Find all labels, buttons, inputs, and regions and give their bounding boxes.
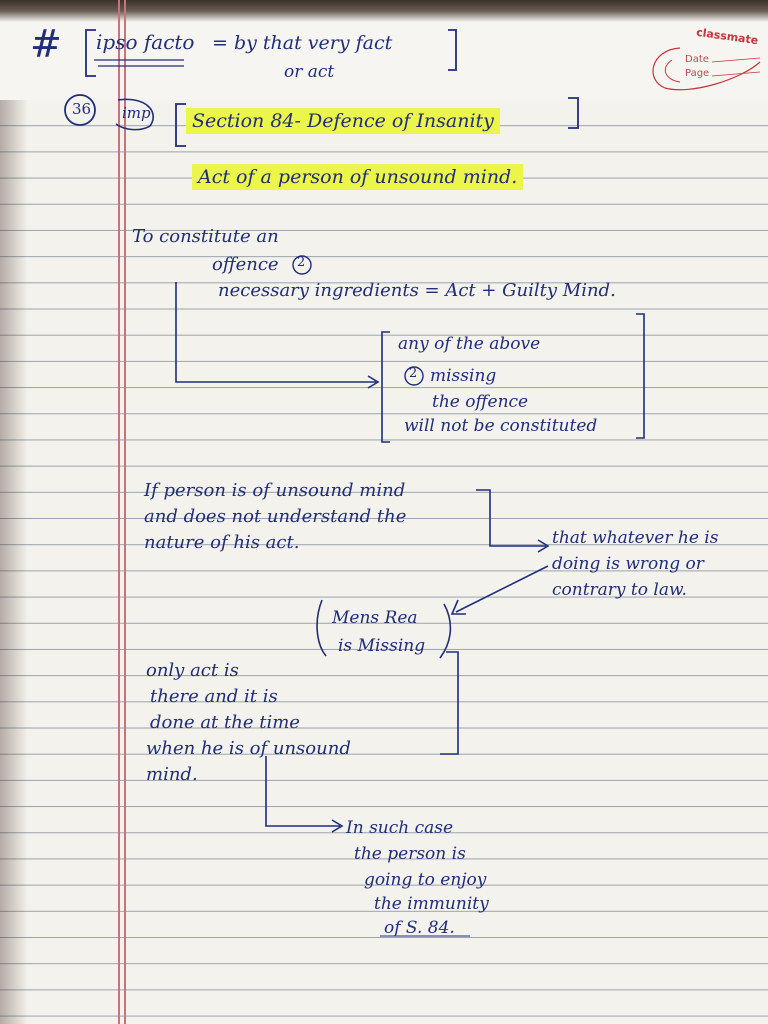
that-line-3: contrary to law. bbox=[552, 580, 687, 600]
mens-rea-line-1: Mens Rea bbox=[332, 608, 418, 628]
that-line-2: doing is wrong or bbox=[552, 554, 704, 574]
missing-line-4: will not be constituted bbox=[404, 416, 598, 436]
section-title: Section 84- Defence of Insanity bbox=[186, 108, 500, 134]
term-ipso-facto: ipso facto bbox=[96, 30, 195, 54]
if-line-1: If person is of unsound mind bbox=[144, 480, 406, 501]
section-subtitle: Act of a person of unsound mind. bbox=[192, 164, 523, 190]
case-line-5: of S. 84. bbox=[384, 918, 455, 938]
term-meaning: = by that very fact bbox=[212, 32, 393, 54]
constitute-line-1: To constitute an bbox=[132, 226, 279, 247]
constitute-line-2: offence bbox=[212, 254, 279, 275]
missing-line-3: the offence bbox=[432, 392, 529, 412]
only-line-4: when he is of unsound bbox=[146, 738, 351, 759]
question-number: 36 bbox=[72, 100, 92, 118]
ingredients-line: necessary ingredients = Act + Guilty Mind. bbox=[218, 280, 616, 301]
circled-number-2: 2 bbox=[297, 255, 306, 270]
case-line-4: the immunity bbox=[374, 894, 489, 914]
missing-line-2: missing bbox=[430, 366, 497, 386]
hash-mark: # bbox=[30, 22, 62, 66]
case-line-2: the person is bbox=[354, 844, 466, 864]
only-line-1: only act is bbox=[146, 660, 239, 681]
mens-rea-line-2: is Missing bbox=[338, 636, 426, 656]
date-label: Date bbox=[685, 54, 709, 65]
circled-number-2b: 2 bbox=[409, 366, 418, 381]
only-line-3: done at the time bbox=[150, 712, 300, 733]
imp-mark: imp bbox=[122, 104, 151, 122]
brand-logo: classmate bbox=[695, 25, 760, 48]
only-line-5: mind. bbox=[146, 764, 198, 785]
if-line-3: nature of his act. bbox=[144, 532, 300, 553]
only-line-2: there and it is bbox=[150, 686, 278, 707]
missing-line-1: any of the above bbox=[398, 334, 541, 354]
case-line-1: In such case bbox=[346, 818, 454, 838]
term-meaning-2: or act bbox=[284, 62, 335, 82]
if-line-2: and does not understand the bbox=[144, 506, 407, 527]
that-line-1: that whatever he is bbox=[552, 528, 719, 548]
page-label: Page bbox=[685, 68, 710, 79]
case-line-3: going to enjoy bbox=[364, 870, 487, 890]
